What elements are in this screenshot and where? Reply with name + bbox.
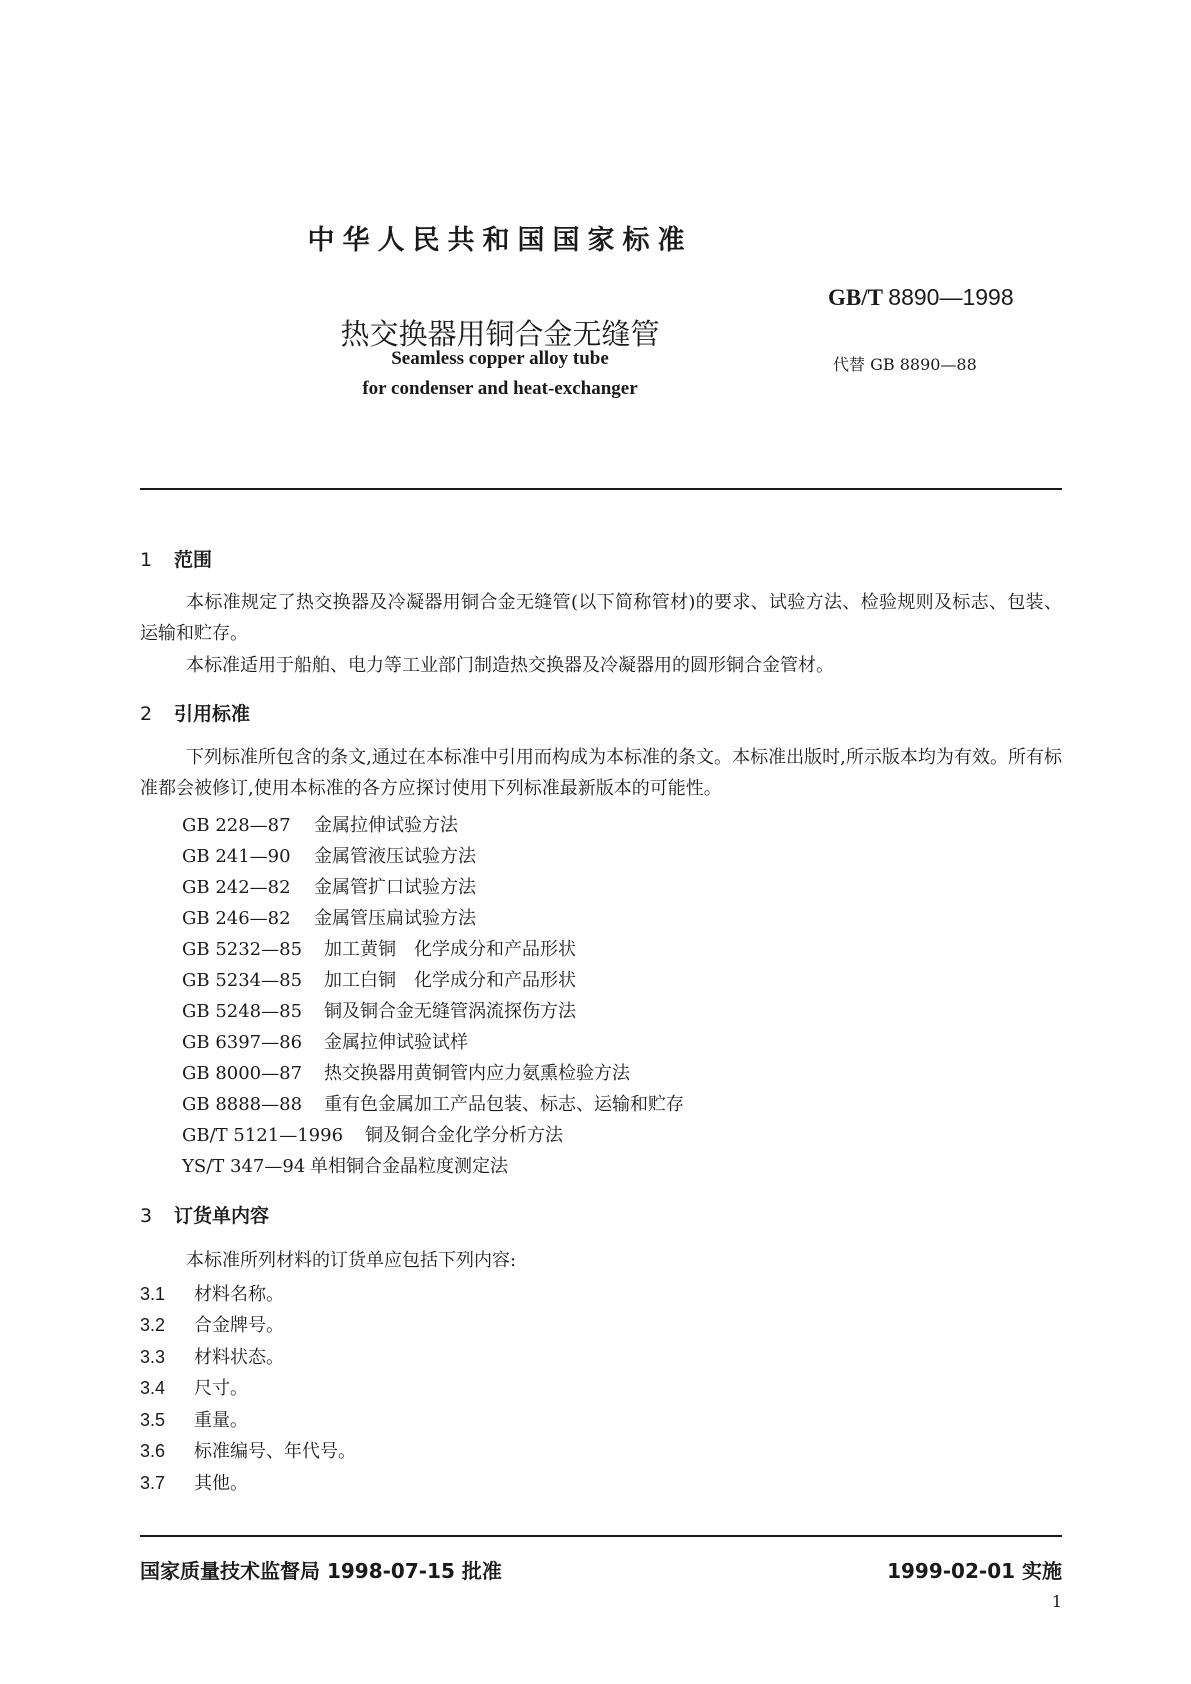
reference-title: 单相铜合金晶粒度测定法 — [310, 1156, 508, 1177]
reference-item — [182, 842, 476, 868]
list-item — [140, 1311, 284, 1337]
list-item — [140, 1343, 284, 1369]
reference-code: GB/T 5121—1996 — [182, 1125, 344, 1146]
item-number: 3.4 — [140, 1378, 166, 1398]
paragraph-text: 本标准所列材料的订货单应包括下列内容: — [186, 1250, 517, 1271]
item-text: 标准编号、年代号。 — [194, 1441, 356, 1462]
reference-item — [182, 1059, 630, 1085]
reference-item — [182, 935, 576, 961]
paragraph-text: 下列标准所包含的条文,通过在本标准中引用而构成为本标准的条文。本标准出版时,所示版本均为有效。所有标准都会被修订,使用本标准的各方应探讨使用下列标准最新版本的可能性。 — [140, 747, 1062, 799]
paragraph — [140, 587, 1062, 649]
reference-code: GB 8000—87 — [182, 1063, 303, 1084]
list-item — [140, 1437, 356, 1463]
reference-title: 铜及铜合金化学分析方法 — [365, 1125, 563, 1146]
standard-number — [828, 284, 1014, 311]
reference-item — [182, 811, 458, 837]
replaces-note: 代替 GB 8890—88 — [833, 355, 977, 374]
reference-item — [182, 1028, 468, 1054]
item-number: 3.3 — [140, 1347, 166, 1367]
item-number: 3.1 — [140, 1284, 166, 1304]
reference-code: GB 5248—85 — [182, 1001, 303, 1022]
reference-title: 金属管压扁试验方法 — [314, 908, 476, 929]
item-text: 合金牌号。 — [194, 1315, 284, 1336]
section-heading — [140, 699, 250, 726]
paragraph-text: 本标准适用于船舶、电力等工业部门制造热交换器及冷凝器用的圆形铜合金管材。 — [186, 655, 834, 676]
reference-item — [182, 1121, 563, 1147]
section-heading — [140, 545, 212, 572]
reference-title: 金属管液压试验方法 — [314, 846, 476, 867]
section-number: 2 — [140, 703, 153, 725]
reference-title: 金属管扩口试验方法 — [314, 877, 476, 898]
paragraph-text: 本标准规定了热交换器及冷凝器用铜合金无缝管(以下简称管材)的要求、试验方法、检验规则及标志、包装、运输和贮存。 — [140, 592, 1062, 644]
reference-item — [182, 997, 576, 1023]
item-text: 其他。 — [194, 1473, 248, 1494]
item-text: 材料名称。 — [194, 1284, 284, 1305]
national-standard-heading: 中华人民共和国国家标准 — [307, 225, 693, 256]
implementation-date: 1999-02-01 实施 — [887, 1559, 1062, 1583]
reference-code: GB 246—82 — [182, 908, 291, 929]
reference-title: 热交换器用黄铜管内应力氨熏检验方法 — [324, 1063, 630, 1084]
paragraph — [140, 742, 1062, 804]
reference-item — [182, 966, 576, 992]
reference-code: GB 242—82 — [182, 877, 291, 898]
reference-title: 重有色金属加工产品包装、标志、运输和贮存 — [324, 1094, 684, 1115]
section-heading — [140, 1201, 269, 1228]
reference-code: GB 228—87 — [182, 815, 291, 836]
document-title-en-line2: for condenser and heat-exchanger — [362, 378, 638, 399]
section-number: 3 — [140, 1205, 153, 1227]
section-number: 1 — [140, 549, 153, 571]
paragraph — [140, 650, 1062, 681]
item-text: 尺寸。 — [194, 1378, 248, 1399]
header-divider — [140, 488, 1062, 490]
section-title: 订货单内容 — [174, 1205, 270, 1227]
reference-code: YS/T 347—94 — [182, 1156, 306, 1177]
list-item — [140, 1280, 284, 1306]
document-title-en-line1: Seamless copper alloy tube — [391, 348, 609, 369]
reference-item — [182, 873, 476, 899]
list-item — [140, 1374, 248, 1400]
list-item — [140, 1406, 248, 1432]
reference-code: GB 241—90 — [182, 846, 291, 867]
section-title: 引用标准 — [174, 703, 251, 725]
reference-code: GB 5232—85 — [182, 939, 303, 960]
approval-note: 国家质量技术监督局 1998-07-15 批准 — [140, 1559, 502, 1583]
reference-item — [182, 1090, 684, 1116]
page-number: 1 — [1051, 1592, 1062, 1611]
reference-title: 金属拉伸试验方法 — [314, 815, 458, 836]
reference-code: GB 6397—86 — [182, 1032, 303, 1053]
item-text: 材料状态。 — [194, 1347, 284, 1368]
section-title: 范围 — [174, 549, 213, 571]
footer-divider — [140, 1535, 1062, 1537]
standard-code: 8890—1998 — [888, 284, 1014, 310]
reference-item — [182, 1152, 508, 1178]
reference-code: GB 8888—88 — [182, 1094, 303, 1115]
item-number: 3.2 — [140, 1315, 166, 1335]
reference-item — [182, 904, 476, 930]
list-item — [140, 1469, 248, 1495]
reference-title: 金属拉伸试验试样 — [324, 1032, 468, 1053]
reference-title: 加工白铜 化学成分和产品形状 — [324, 970, 576, 991]
paragraph — [140, 1245, 1062, 1276]
reference-code: GB 5234—85 — [182, 970, 303, 991]
reference-title: 加工黄铜 化学成分和产品形状 — [324, 939, 576, 960]
item-number: 3.5 — [140, 1410, 166, 1430]
item-number: 3.6 — [140, 1441, 166, 1461]
item-text: 重量。 — [194, 1410, 248, 1431]
item-number: 3.7 — [140, 1473, 166, 1493]
document-title-cn: 热交换器用铜合金无缝管 — [340, 317, 660, 351]
standard-prefix: GB/T — [828, 285, 883, 310]
reference-title: 铜及铜合金无缝管涡流探伤方法 — [324, 1001, 576, 1022]
